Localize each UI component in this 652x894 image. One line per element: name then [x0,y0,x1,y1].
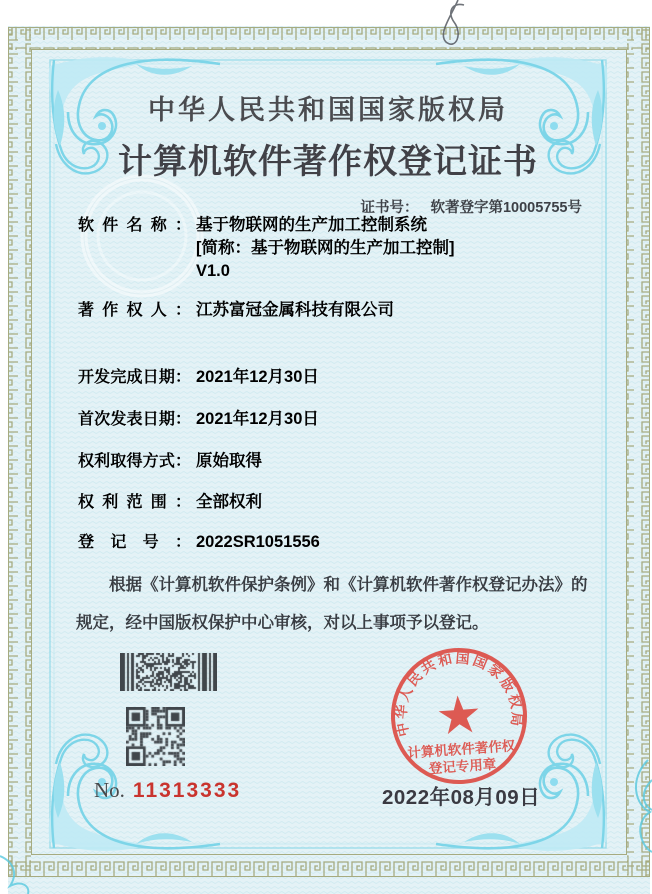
field-rights-scope [78,491,262,514]
registration-seal [384,641,534,791]
seal-line-2: 登记专用章 [428,756,497,777]
field-value: 全部权利 [196,493,262,511]
registration-statement [76,566,596,642]
statement-line-2: 规定，经中国版权保护中心审核，对以上事项予以登记。 [76,614,489,632]
statement-line-1: 根据《计算机软件保护条例》和《计算机软件著作权登记办法》的 [109,576,588,594]
certificate-title: 计算机软件著作权登记证书 [118,143,538,181]
field-rights-acquisition [78,450,262,473]
star-icon: ★ [433,685,485,747]
field-value: 2022SR1051556 [196,533,320,551]
field-label: 首次发表日期： [78,411,191,428]
field-label: 软件名称： [78,217,191,234]
field-label: 著作权人： [78,302,191,319]
seal-line-1: 计算机软件著作权 [406,738,516,761]
issue-date: 2022年08月09日 [382,786,541,809]
field-label: 登记号： [78,534,191,551]
field-first-publish-date [78,408,319,431]
field-value: 2021年12月30日 [196,410,319,428]
field-value: 江苏富冠金属科技有限公司 [196,301,394,319]
serial-number-value: 11313333 [132,779,242,802]
seal-ring-text: 中华人民共和国国家版权局 [392,649,526,739]
field-software-name [78,214,455,283]
field-label: 权利取得方式： [78,453,191,470]
field-dev-complete-date [78,366,319,389]
field-value: 2021年12月30日 [196,368,319,386]
field-value: 原始取得 [196,452,262,470]
field-value: 基于物联网的生产加工控制系统 [简称：基于物联网的生产加工控制] V1.0 [196,216,455,280]
serial-number-label: No. [94,778,125,802]
qr-code-icon [126,707,185,766]
serial-number [94,778,241,803]
pdf417-barcode-icon [120,653,217,691]
field-copyright-owner [78,299,394,322]
certificate-number-label: 证书号： [360,200,419,216]
field-label: 开发完成日期： [78,369,191,386]
authority-title: 中华人民共和国国家版权局 [148,95,508,125]
field-label: 权利范围： [78,494,191,511]
field-registration-no [78,531,320,554]
certificate-number-value: 软著登字第10005755号 [430,200,582,216]
